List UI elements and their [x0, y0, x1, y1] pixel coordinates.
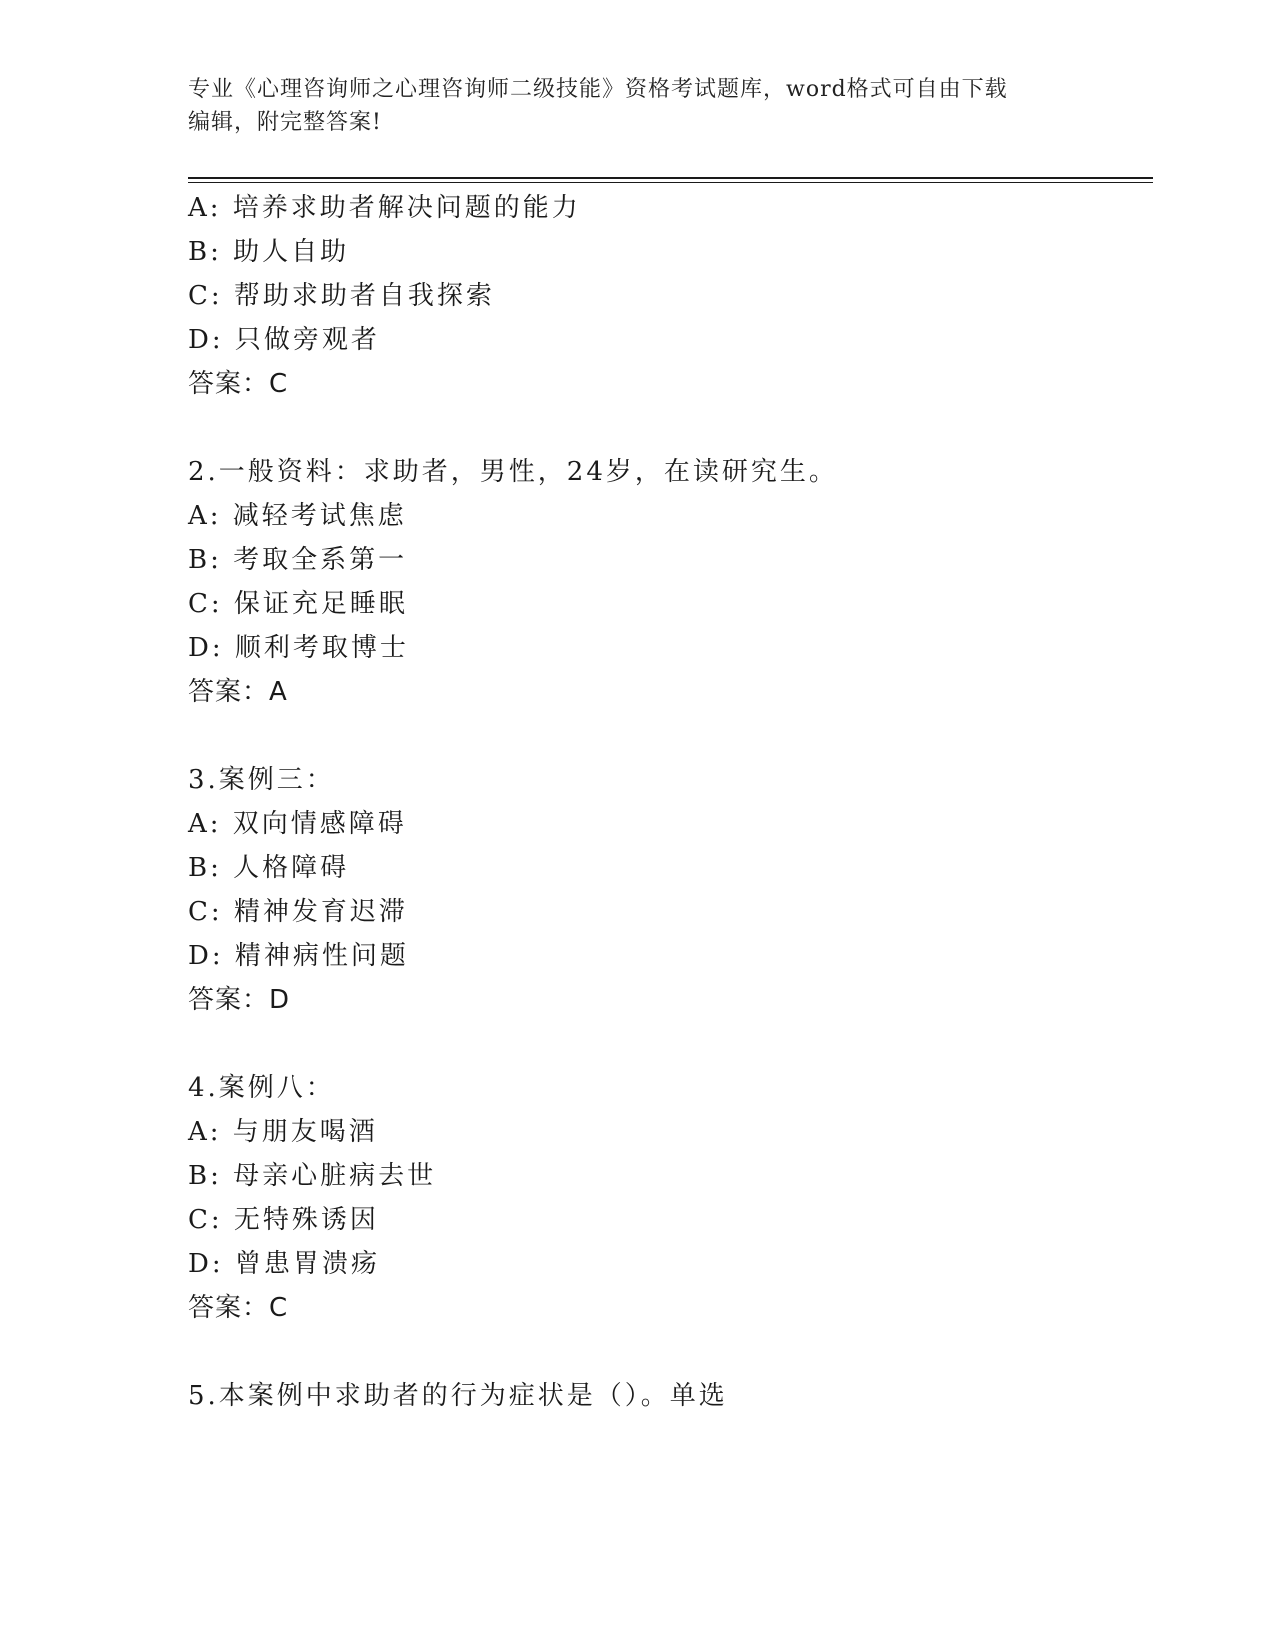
q2-option-a: A: 减轻考试焦虑: [188, 501, 407, 531]
q4-option-b: B: 母亲心脏病去世: [188, 1161, 437, 1191]
q4-option-a: A: 与朋友喝酒: [188, 1117, 378, 1147]
q4-answer: 答案：C: [188, 1293, 289, 1323]
q3-option-a: A: 双向情感障碍: [188, 809, 407, 839]
q1-option-c: C: 帮助求助者自我探索: [188, 281, 495, 311]
q1-option-d: D: 只做旁观者: [188, 325, 380, 355]
header-rule-thin: [188, 182, 1153, 183]
q4-question: 4.案例八：: [188, 1073, 335, 1103]
q2-question: 2.一般资料：求助者，男性，24岁，在读研究生。: [188, 457, 838, 487]
header-rule-thick: [188, 177, 1153, 179]
q4-option-d: D: 曾患胃溃疡: [188, 1249, 380, 1279]
q3-option-c: C: 精神发育迟滞: [188, 897, 408, 927]
q5-question: 5.本案例中求助者的行为症状是（）。单选: [188, 1381, 728, 1411]
q4-option-c: C: 无特殊诱因: [188, 1205, 379, 1235]
q2-option-c: C: 保证充足睡眠: [188, 589, 408, 619]
q2-option-d: D: 顺利考取博士: [188, 633, 409, 663]
q1-option-b: B: 助人自助: [188, 237, 350, 267]
q3-option-b: B: 人格障碍: [188, 853, 350, 883]
q3-answer: 答案：D: [188, 985, 291, 1015]
header-line-2: 编辑，附完整答案!: [188, 110, 382, 135]
q2-answer: 答案：A: [188, 677, 288, 707]
q3-question: 3.案例三：: [188, 765, 335, 795]
q1-option-a: A: 培养求助者解决问题的能力: [188, 193, 581, 223]
document-header: [188, 73, 1068, 139]
q3-option-d: D: 精神病性问题: [188, 941, 409, 971]
q2-option-b: B: 考取全系第一: [188, 545, 408, 575]
q1-answer: 答案：C: [188, 369, 289, 399]
header-line-1: 专业《心理咨询师之心理咨询师二级技能》资格考试题库，word格式可自由下载: [188, 77, 1008, 102]
